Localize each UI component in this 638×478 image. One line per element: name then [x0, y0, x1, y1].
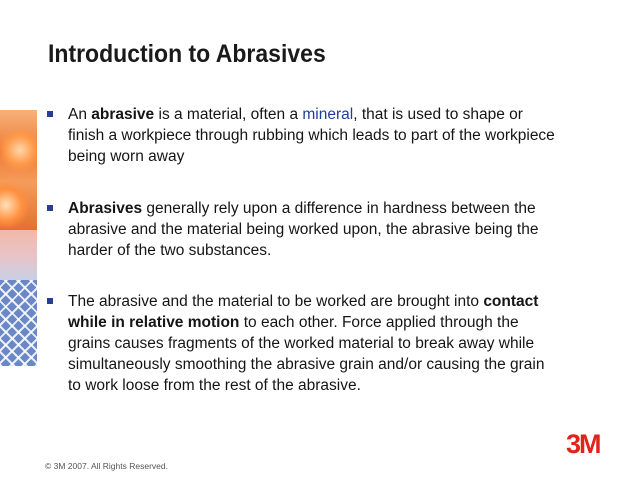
decorative-side-image [0, 110, 37, 366]
bullet-bold-term: contact while in relative motion [68, 293, 539, 331]
bullet-text-segment: generally rely upon a difference in hardness between the abrasive and the material being worked upon, the abrasive being the harder of the two substances. [68, 200, 539, 259]
bullet-bold-term: abrasive [91, 106, 155, 123]
bullet-item [47, 291, 555, 396]
bullet-text [68, 104, 555, 167]
mineral-link[interactable]: mineral [302, 106, 354, 123]
blue-mesh-texture [0, 280, 37, 366]
bullet-item [47, 104, 555, 167]
bullet-text-segment: An [68, 106, 92, 123]
bullet-text [68, 198, 555, 261]
bullet-text [68, 291, 555, 396]
bullet-item [47, 198, 555, 261]
bullet-text-segment: The abrasive and the material to be worked are brought into [68, 293, 484, 310]
3m-logo: 3M [566, 429, 600, 459]
bullet-text-segment: to each other. Force applied through the grains causes fragments of the worked material to break away while simultaneously smoothing the abrasive grain and/or causing the grain to work loose from the rest of the abrasive. [68, 314, 545, 394]
bullet-text-segment: is a material, often a [154, 106, 303, 123]
bullet-square-icon [47, 111, 53, 117]
slide-title: Introduction to Abrasives [48, 40, 326, 68]
copyright-notice: © 3M 2007. All Rights Reserved. [45, 461, 168, 471]
pink-texture [0, 230, 37, 280]
bullet-square-icon [47, 298, 53, 304]
bullet-square-icon [47, 205, 53, 211]
bullet-bold-term: Abrasives [68, 200, 143, 217]
orange-texture [0, 110, 37, 230]
bullet-text-segment: , that is used to shape or finish a workpiece through rubbing which leads to part of the workpiece being worn away [68, 106, 555, 165]
